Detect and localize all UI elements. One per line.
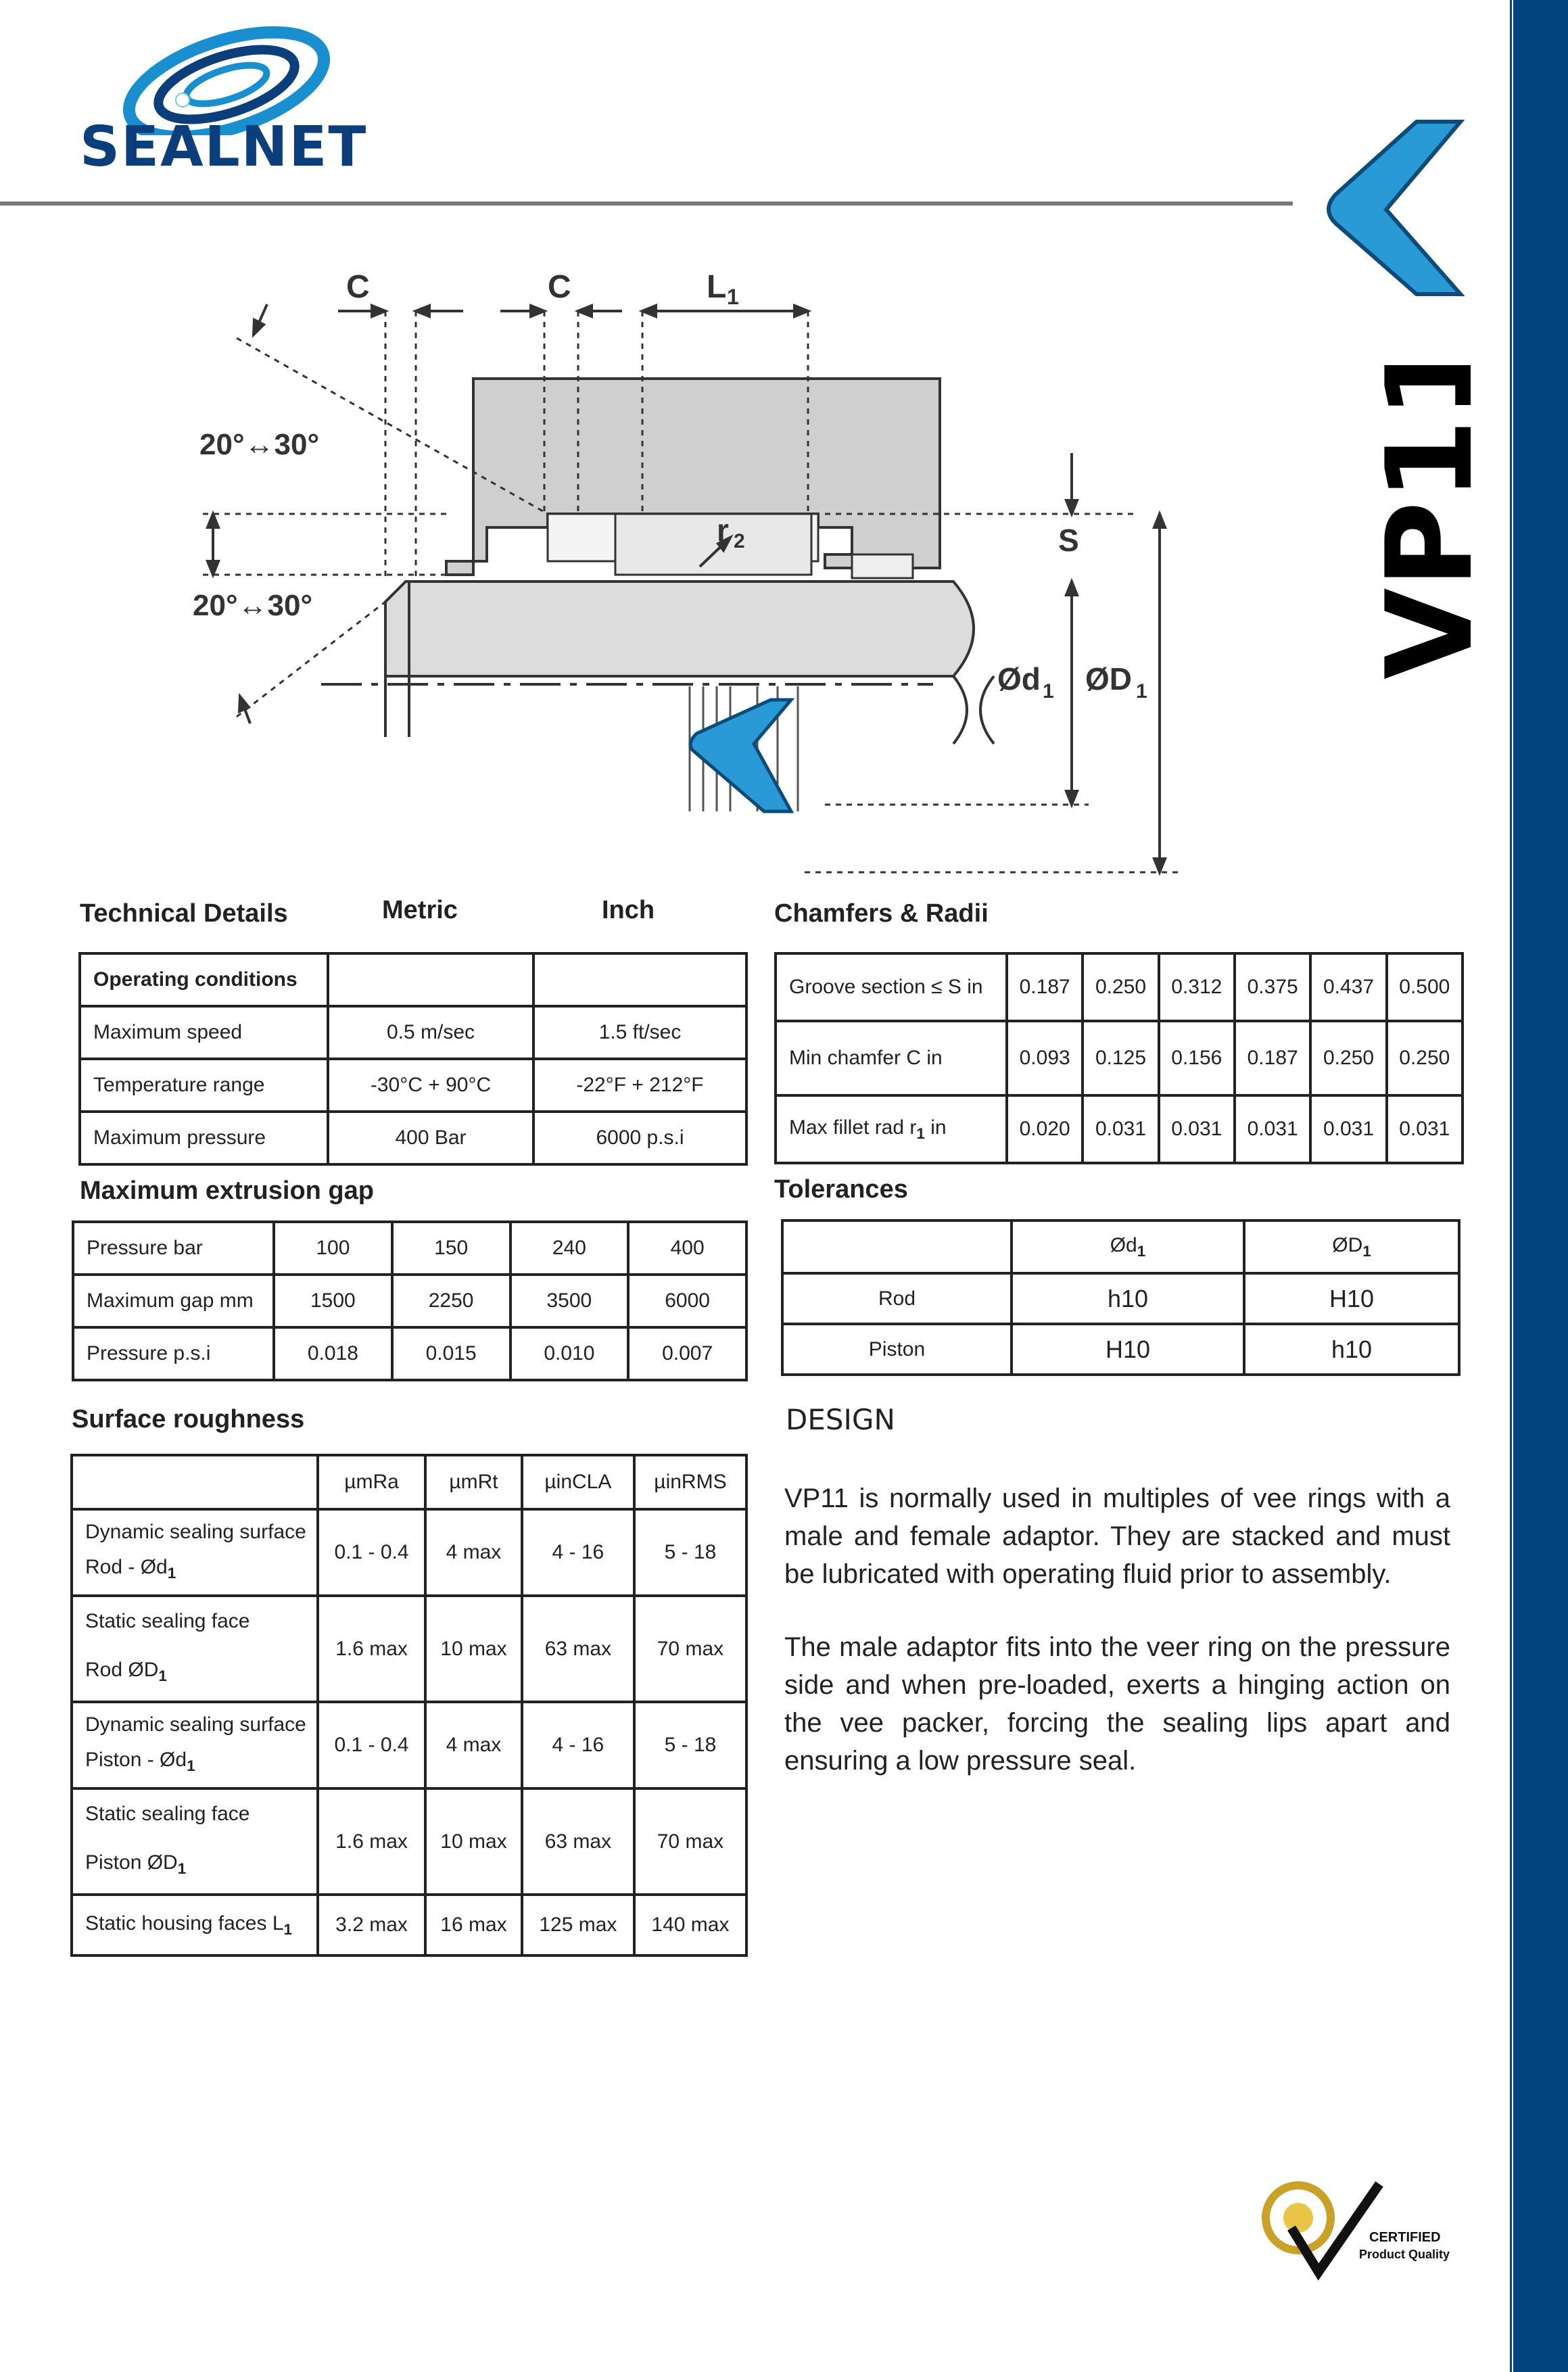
design-paragraph-1: VP11 is normally used in multiples of vee rings with a male and female adaptor. They are stacked and must be lubricated with operating fluid prior to assembly. bbox=[784, 1484, 1450, 1589]
sidebar-border bbox=[1510, 0, 1512, 2372]
table-row: Maximum speed 0.5 m/sec 1.5 ft/sec bbox=[80, 1006, 746, 1059]
table-row: Max fillet rad $r_1$ in 0.020 0.031 0.031 0.031 0.031 0.031 bbox=[776, 1095, 1463, 1163]
label-r2-sub: 2 bbox=[734, 530, 745, 552]
table-header-row: $Ød_1$ $ØD_1$ bbox=[782, 1220, 1459, 1273]
label-c2: C bbox=[548, 269, 571, 305]
header-divider bbox=[0, 201, 1293, 206]
label-l1: L bbox=[707, 269, 727, 305]
label-angle-bottom: 20°↔30° bbox=[193, 589, 313, 622]
label-oD1-sub: 1 bbox=[1136, 680, 1147, 703]
product-code: VP11 bbox=[1362, 365, 1491, 680]
table-row: Rod h10 H10 bbox=[782, 1273, 1459, 1324]
label-l1-sub: 1 bbox=[727, 285, 739, 309]
label-c1: C bbox=[346, 269, 370, 305]
label-od1: Ød bbox=[997, 661, 1041, 696]
technical-table bbox=[78, 952, 748, 1166]
table-row: Static housing faces $L_1$ 3.2 max 16 max 125 max 140 max bbox=[72, 1895, 746, 1955]
table-row: Piston H10 h10 bbox=[782, 1324, 1459, 1375]
table-header-row: µmRa µmRt µinCLA µinRMS bbox=[72, 1455, 746, 1509]
roughness-table bbox=[70, 1454, 748, 1957]
design-paragraph-2: The male adaptor fits into the veer ring on the pressure side and when pre-loaded, exerts a hinging action on the vee packer, forcing the sealing lips apart and ensuring a low pressure seal. bbox=[784, 1632, 1450, 1776]
label-r2: r bbox=[717, 513, 729, 548]
table-row: Maximum pressure 400 Bar 6000 p.s.i bbox=[80, 1112, 746, 1164]
technical-col-inch: Inch bbox=[602, 896, 655, 924]
table-row: Groove section ≤ S in 0.187 0.250 0.312 0.375 0.437 0.500 bbox=[776, 953, 1463, 1021]
extrusion-table bbox=[72, 1220, 748, 1381]
table-row: Maximum gap mm 1500 2250 3500 6000 bbox=[73, 1275, 746, 1327]
technical-col-metric: Metric bbox=[382, 896, 458, 924]
table-row: Static sealing face Piston $ØD_1$ 1.6 max 10 max 63 max 70 max bbox=[72, 1788, 746, 1895]
label-s: S bbox=[1058, 523, 1079, 558]
design-title: DESIGN bbox=[786, 1403, 895, 1436]
label-od1-sub: 1 bbox=[1043, 680, 1054, 703]
tolerances-table bbox=[781, 1219, 1460, 1376]
product-code-box bbox=[1356, 365, 1491, 683]
chamfers-table bbox=[774, 952, 1464, 1164]
table-row: Pressure p.s.i 0.018 0.015 0.010 0.007 bbox=[73, 1327, 746, 1380]
table-row: Dynamic sealing surface Piston - $Ød_1$ 0.1 - 0.4 4 max 4 - 16 5 - 18 bbox=[72, 1702, 746, 1788]
chamfers-title: Chamfers & Radii bbox=[774, 899, 989, 928]
label-angle-top: 20°↔30° bbox=[199, 428, 320, 461]
table-row: Temperature range -30°C + 90°C -22°F + 212°F bbox=[80, 1059, 746, 1112]
roughness-title: Surface roughness bbox=[72, 1405, 305, 1433]
certified-line-2: Product Quality bbox=[1359, 2248, 1450, 2261]
table-row: Static sealing face Rod $ØD_1$ 1.6 max 10 max 63 max 70 max bbox=[72, 1596, 746, 1702]
extrusion-title: Maximum extrusion gap bbox=[80, 1177, 374, 1205]
technical-header: Operating conditions bbox=[80, 953, 328, 1006]
vee-seal-icon bbox=[1308, 115, 1471, 301]
table-row: Pressure bar 100 150 240 400 bbox=[73, 1222, 746, 1275]
certified-check-icon bbox=[1244, 2164, 1460, 2285]
label-oD1: ØD bbox=[1085, 661, 1132, 696]
certification-badge bbox=[1244, 2164, 1460, 2285]
table-row: Dynamic sealing surface Rod - $Ød_1$ 0.1 - 0.4 4 max 4 - 16 5 - 18 bbox=[72, 1509, 746, 1596]
tolerances-title: Tolerances bbox=[774, 1175, 908, 1204]
groove-diagram bbox=[169, 250, 1197, 886]
technical-title: Technical Details bbox=[80, 899, 288, 928]
sidebar-band bbox=[1513, 0, 1568, 2372]
certified-line-1: CERTIFIED bbox=[1369, 2230, 1441, 2245]
table-row: Min chamfer C in 0.093 0.125 0.156 0.187 0.250 0.250 bbox=[776, 1021, 1463, 1095]
brand-name: SEALNET bbox=[80, 115, 368, 179]
